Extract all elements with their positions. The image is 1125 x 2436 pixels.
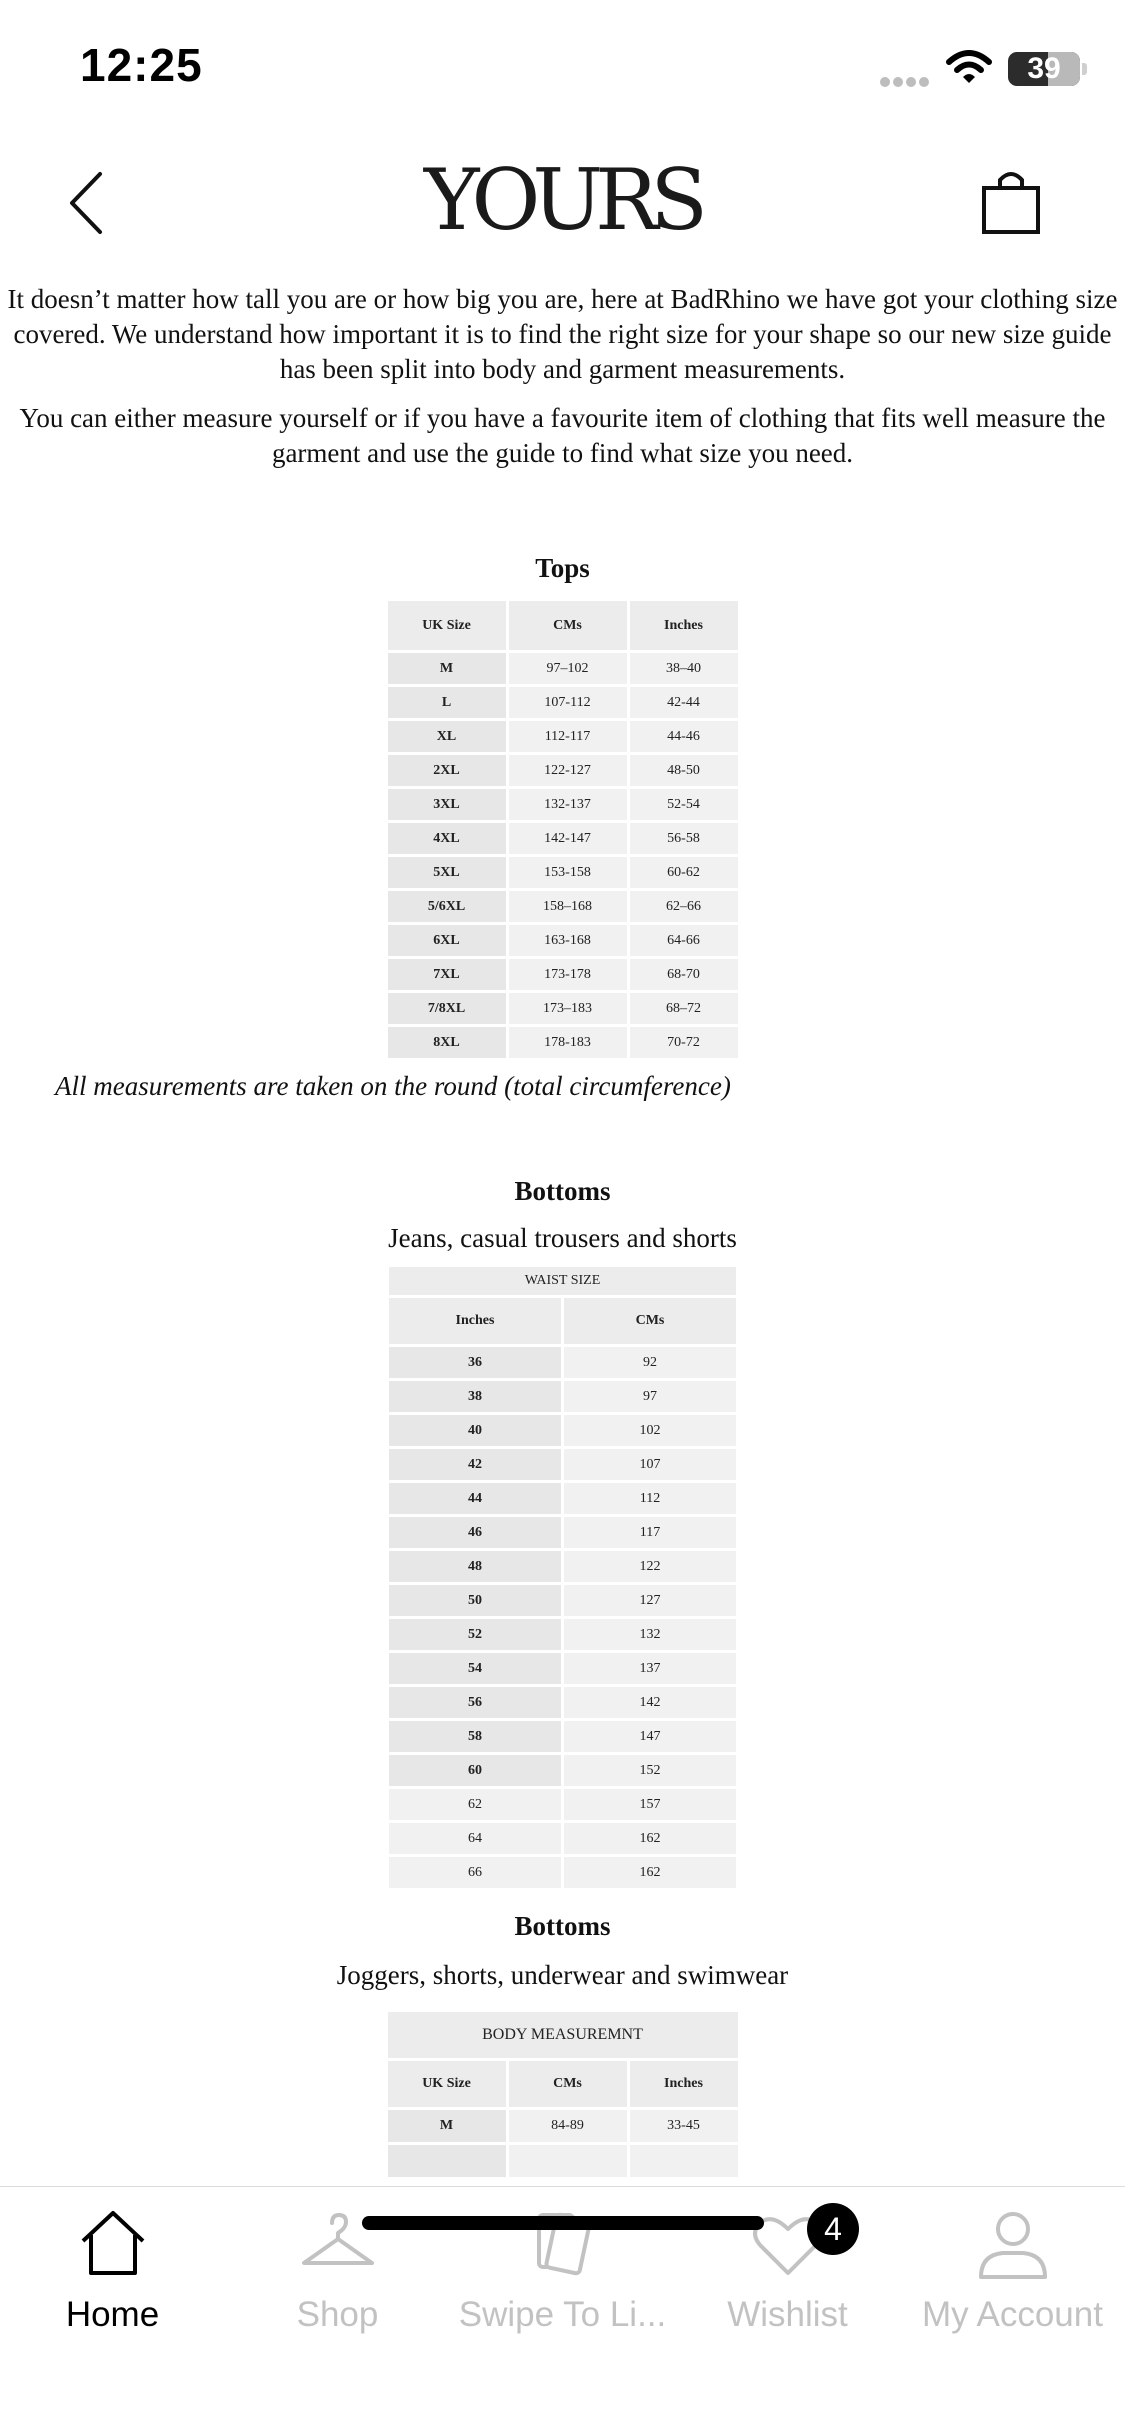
table-caption-row bbox=[389, 1267, 736, 1295]
table-cell: 64-66 bbox=[630, 925, 738, 956]
table-cell: 97–102 bbox=[509, 653, 627, 684]
table-row bbox=[388, 993, 738, 1024]
table-cell: 173–183 bbox=[509, 993, 627, 1024]
table-row bbox=[388, 891, 738, 922]
waist-size-table bbox=[386, 1264, 739, 1891]
table-cell: 68-70 bbox=[630, 959, 738, 990]
table-row bbox=[388, 653, 738, 684]
table-cell: 64 bbox=[389, 1823, 561, 1854]
table-cell: 122-127 bbox=[509, 755, 627, 786]
table-row bbox=[389, 1755, 736, 1786]
user-icon bbox=[973, 2203, 1053, 2283]
table-cell: 52 bbox=[389, 1619, 561, 1650]
table-cell: 62 bbox=[389, 1789, 561, 1820]
table-cell: 4XL bbox=[388, 823, 506, 854]
table-row bbox=[388, 721, 738, 752]
table-cell: 5XL bbox=[388, 857, 506, 888]
table-cell: 147 bbox=[564, 1721, 736, 1752]
column-header: Inches bbox=[630, 601, 738, 650]
table-cell: 44-46 bbox=[630, 721, 738, 752]
table-cell: 162 bbox=[564, 1823, 736, 1854]
table-row bbox=[388, 857, 738, 888]
table-cell: 122 bbox=[564, 1551, 736, 1582]
column-header: Inches bbox=[389, 1298, 561, 1344]
table-cell: 112-117 bbox=[509, 721, 627, 752]
tops-size-table bbox=[385, 598, 741, 1061]
table-row bbox=[389, 1721, 736, 1752]
table-row bbox=[389, 1789, 736, 1820]
table-cell: 54 bbox=[389, 1653, 561, 1684]
table-row bbox=[389, 1415, 736, 1446]
tab-label: Home bbox=[65, 2295, 160, 2334]
bottoms-jeans-title: Bottoms bbox=[514, 1176, 611, 1206]
table-cell: 46 bbox=[389, 1517, 561, 1548]
table-cell: 173-178 bbox=[509, 959, 627, 990]
table-cell bbox=[509, 2145, 627, 2177]
status-bar bbox=[0, 0, 1125, 130]
table-row bbox=[389, 1653, 736, 1684]
measurement-note: All measurements are taken on the round (total circumference) bbox=[55, 1071, 731, 1101]
tab-label: Swipe To Li... bbox=[458, 2295, 667, 2334]
table-cell bbox=[388, 2145, 506, 2177]
table-cell: 142-147 bbox=[509, 823, 627, 854]
table-cell: 7/8XL bbox=[388, 993, 506, 1024]
brand-logo[interactable]: YOURS bbox=[424, 151, 700, 249]
table-cell: 112 bbox=[564, 1483, 736, 1514]
table-row bbox=[388, 823, 738, 854]
table-row bbox=[388, 925, 738, 956]
column-header: CMs bbox=[509, 2061, 627, 2107]
table-header-row bbox=[388, 601, 738, 650]
cellular-signal-icon bbox=[880, 74, 934, 86]
table-cell: 3XL bbox=[388, 789, 506, 820]
table-cell: M bbox=[388, 653, 506, 684]
table-cell: 132-137 bbox=[509, 789, 627, 820]
table-row bbox=[388, 687, 738, 718]
column-header: UK Size bbox=[388, 2061, 506, 2107]
table-cell: 158–168 bbox=[509, 891, 627, 922]
table-cell: 40 bbox=[389, 1415, 561, 1446]
table-cell: 48-50 bbox=[630, 755, 738, 786]
table-cell: 60 bbox=[389, 1755, 561, 1786]
table-row bbox=[389, 1381, 736, 1412]
table-cell: 107 bbox=[564, 1449, 736, 1480]
table-cell: 153-158 bbox=[509, 857, 627, 888]
table-cell: 8XL bbox=[388, 1027, 506, 1058]
table-row bbox=[389, 1857, 736, 1888]
table-cell: L bbox=[388, 687, 506, 718]
tab-label: Shop bbox=[296, 2295, 379, 2334]
column-header: UK Size bbox=[388, 601, 506, 650]
table-cell: 62–66 bbox=[630, 891, 738, 922]
intro-paragraph-2: You can either measure yourself or if you have a favourite item of clothing that fits well measure the garment and use the guide to find what size you need. bbox=[19, 403, 1106, 468]
tops-title: Tops bbox=[535, 553, 590, 583]
battery-cap bbox=[1082, 63, 1087, 75]
table-cell: 7XL bbox=[388, 959, 506, 990]
table-row bbox=[388, 789, 738, 820]
table-cell: 157 bbox=[564, 1789, 736, 1820]
home-icon bbox=[73, 2203, 153, 2283]
table-cell: 38–40 bbox=[630, 653, 738, 684]
battery-level: 39 bbox=[1027, 52, 1061, 85]
table-cell: 92 bbox=[564, 1347, 736, 1378]
table-row bbox=[388, 2145, 738, 2177]
table-cell: 66 bbox=[389, 1857, 561, 1888]
table-row bbox=[388, 959, 738, 990]
table-cell: 60-62 bbox=[630, 857, 738, 888]
table-row bbox=[389, 1585, 736, 1616]
table-caption: WAIST SIZE bbox=[389, 1267, 736, 1295]
table-cell: 68–72 bbox=[630, 993, 738, 1024]
size-guide-content bbox=[0, 280, 1125, 2186]
table-caption-row bbox=[388, 2012, 738, 2058]
table-cell: 36 bbox=[389, 1347, 561, 1378]
table-row bbox=[389, 1517, 736, 1548]
table-cell: 102 bbox=[564, 1415, 736, 1446]
column-header: CMs bbox=[564, 1298, 736, 1344]
table-cell: 42-44 bbox=[630, 687, 738, 718]
hanger-icon bbox=[298, 2203, 378, 2283]
tab-label: Wishlist bbox=[727, 2295, 848, 2334]
app-header bbox=[0, 140, 1125, 260]
intro-paragraph-1: It doesn’t matter how tall you are or how big you are, here at BadRhino we have got your clothing size covered. We understand how important it is to find the right size for your shape so our new size guide has been split into body and garment measurements. bbox=[7, 284, 1118, 384]
table-cell: 137 bbox=[564, 1653, 736, 1684]
table-row bbox=[389, 1347, 736, 1378]
table-cell: 38 bbox=[389, 1381, 561, 1412]
table-cell: 162 bbox=[564, 1857, 736, 1888]
home-indicator[interactable] bbox=[362, 2216, 764, 2230]
table-cell: 163-168 bbox=[509, 925, 627, 956]
tab-my-account[interactable] bbox=[900, 2203, 1125, 2353]
table-row bbox=[389, 1551, 736, 1582]
bottoms-joggers-title: Bottoms bbox=[514, 1911, 611, 1941]
table-cell: 132 bbox=[564, 1619, 736, 1650]
table-cell: 6XL bbox=[388, 925, 506, 956]
table-cell: 127 bbox=[564, 1585, 736, 1616]
table-cell: 152 bbox=[564, 1755, 736, 1786]
table-row bbox=[389, 1823, 736, 1854]
table-row bbox=[388, 1027, 738, 1058]
table-row bbox=[388, 2110, 738, 2142]
table-cell: 2XL bbox=[388, 755, 506, 786]
table-cell: XL bbox=[388, 721, 506, 752]
table-header-row bbox=[388, 2061, 738, 2107]
battery-icon bbox=[1008, 52, 1080, 86]
status-time: 12:25 bbox=[80, 39, 203, 91]
tab-home[interactable] bbox=[0, 2203, 225, 2353]
table-header-row bbox=[389, 1298, 736, 1344]
table-cell: 97 bbox=[564, 1381, 736, 1412]
table-row bbox=[389, 1687, 736, 1718]
table-cell: 52-54 bbox=[630, 789, 738, 820]
table-row bbox=[389, 1449, 736, 1480]
table-cell: 42 bbox=[389, 1449, 561, 1480]
table-cell: 33-45 bbox=[630, 2110, 738, 2142]
wifi-icon bbox=[946, 50, 992, 86]
bottoms-jeans-subtitle: Jeans, casual trousers and shorts bbox=[388, 1223, 737, 1253]
swipe-cards-icon bbox=[523, 2203, 603, 2283]
table-cell: 56-58 bbox=[630, 823, 738, 854]
table-cell: 178-183 bbox=[509, 1027, 627, 1058]
table-cell: 48 bbox=[389, 1551, 561, 1582]
table-cell: 70-72 bbox=[630, 1027, 738, 1058]
body-measurement-table bbox=[385, 2009, 741, 2180]
bottoms-joggers-subtitle: Joggers, shorts, underwear and swimwear bbox=[336, 1960, 789, 1990]
table-cell: 5/6XL bbox=[388, 891, 506, 922]
table-cell: 142 bbox=[564, 1687, 736, 1718]
table-cell: 58 bbox=[389, 1721, 561, 1752]
table-cell: 84-89 bbox=[509, 2110, 627, 2142]
table-cell: 117 bbox=[564, 1517, 736, 1548]
table-row bbox=[389, 1619, 736, 1650]
back-button[interactable] bbox=[60, 168, 116, 238]
table-row bbox=[388, 755, 738, 786]
tab-label: My Account bbox=[922, 2295, 1103, 2334]
table-cell: 107-112 bbox=[509, 687, 627, 718]
table-caption: BODY MEASUREMNT bbox=[388, 2012, 738, 2058]
column-header: Inches bbox=[630, 2061, 738, 2107]
table-row bbox=[389, 1483, 736, 1514]
table-cell bbox=[630, 2145, 738, 2177]
wishlist-count-badge: 4 bbox=[807, 2203, 859, 2255]
table-cell: 50 bbox=[389, 1585, 561, 1616]
table-cell: 56 bbox=[389, 1687, 561, 1718]
table-cell: M bbox=[388, 2110, 506, 2142]
table-cell: 44 bbox=[389, 1483, 561, 1514]
shopping-bag-icon[interactable] bbox=[980, 166, 1042, 236]
column-header: CMs bbox=[509, 601, 627, 650]
